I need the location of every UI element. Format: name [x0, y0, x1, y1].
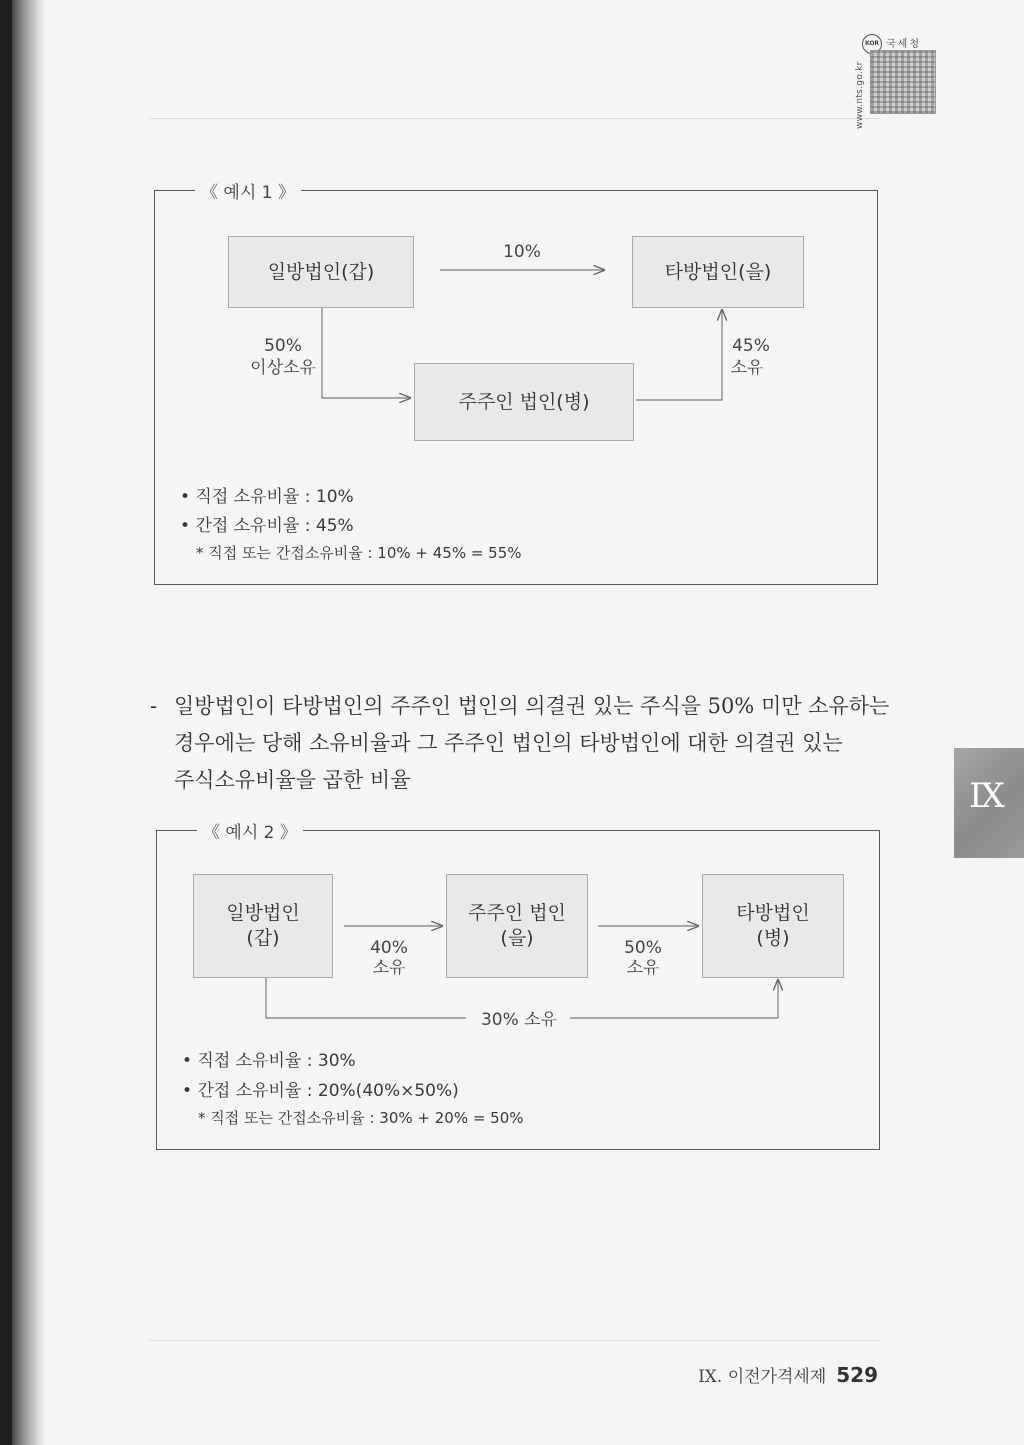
arrow-gap-to-byeong — [322, 308, 410, 398]
example-1-bullet-direct: • 직접 소유비율 : 10% — [180, 487, 354, 507]
node-name: 주주인 법인 — [468, 902, 566, 925]
page-footer — [698, 1362, 878, 1387]
arrow-gap-to-byeong-right — [570, 980, 778, 1018]
node-tag: (을) — [500, 927, 534, 949]
example-2-bullet-direct: • 직접 소유비율 : 30% — [182, 1051, 356, 1071]
label-45-text: 소유 — [730, 358, 764, 378]
label-30-direct: 30% 소유 — [468, 1010, 570, 1031]
paragraph-line: 주식소유비율을 곱한 비율 — [174, 768, 411, 792]
paragraph-line: 일방법인이 타방법인의 주주인 법인의 의결권 있는 주식을 50% 미만 소유하는 — [174, 694, 890, 718]
chapter-side-tab-label: IX — [969, 776, 1003, 816]
label-direct-10: 10% — [503, 242, 541, 262]
node-shareholder-corp-byeong: 주주인 법인(병) — [414, 363, 634, 441]
stamp-agency-name: 국세청 — [886, 39, 921, 50]
label-40-pct: 40% — [370, 938, 408, 958]
node-other-corp-eul: 타방법인(을) — [632, 236, 804, 308]
label-50-pct: 50% — [264, 336, 302, 356]
label-50-pct: 50% — [624, 938, 662, 958]
footer-rule — [150, 1340, 880, 1341]
node-name: 타방법인 — [736, 902, 810, 925]
paragraph-dash: - — [150, 694, 158, 718]
arrow-byeong-to-eul — [636, 310, 722, 400]
example-2-title: 《 예시 2 》 — [197, 818, 303, 843]
node-name: 일방법인 — [226, 902, 300, 925]
example-2-note: * 직접 또는 간접소유비율 : 30% + 20% = 50% — [198, 1109, 524, 1127]
example-2-bullet-indirect: • 간접 소유비율 : 20%(40%×50%) — [182, 1081, 459, 1101]
nts-logo-icon: KOR — [862, 34, 882, 54]
page-number: 529 — [836, 1363, 878, 1387]
node-tag: (병) — [756, 927, 790, 949]
example-1-bullet-indirect: • 간접 소유비율 : 45% — [180, 516, 354, 536]
label-50-text: 이상소유 — [250, 358, 316, 378]
paragraph-line: 경우에는 당해 소유비율과 그 주주인 법인의 타방법인에 대한 의결권 있는 — [174, 731, 843, 755]
label-40-text: 소유 — [372, 958, 406, 978]
stamp-url: www.nts.go.kr — [855, 61, 865, 129]
node-tag: (갑) — [246, 927, 280, 949]
node-general-corp-gap: 일방법인(갑) — [228, 236, 414, 308]
example-1-title: 《 예시 1 》 — [195, 178, 301, 203]
arrow-gap-to-byeong-left — [266, 978, 466, 1018]
footer-chapter: IX. 이전가격세제 — [698, 1367, 827, 1387]
label-50-text: 소유 — [626, 958, 660, 978]
example-1-note: * 직접 또는 간접소유비율 : 10% + 45% = 55% — [196, 544, 522, 562]
label-45-pct: 45% — [732, 336, 770, 356]
